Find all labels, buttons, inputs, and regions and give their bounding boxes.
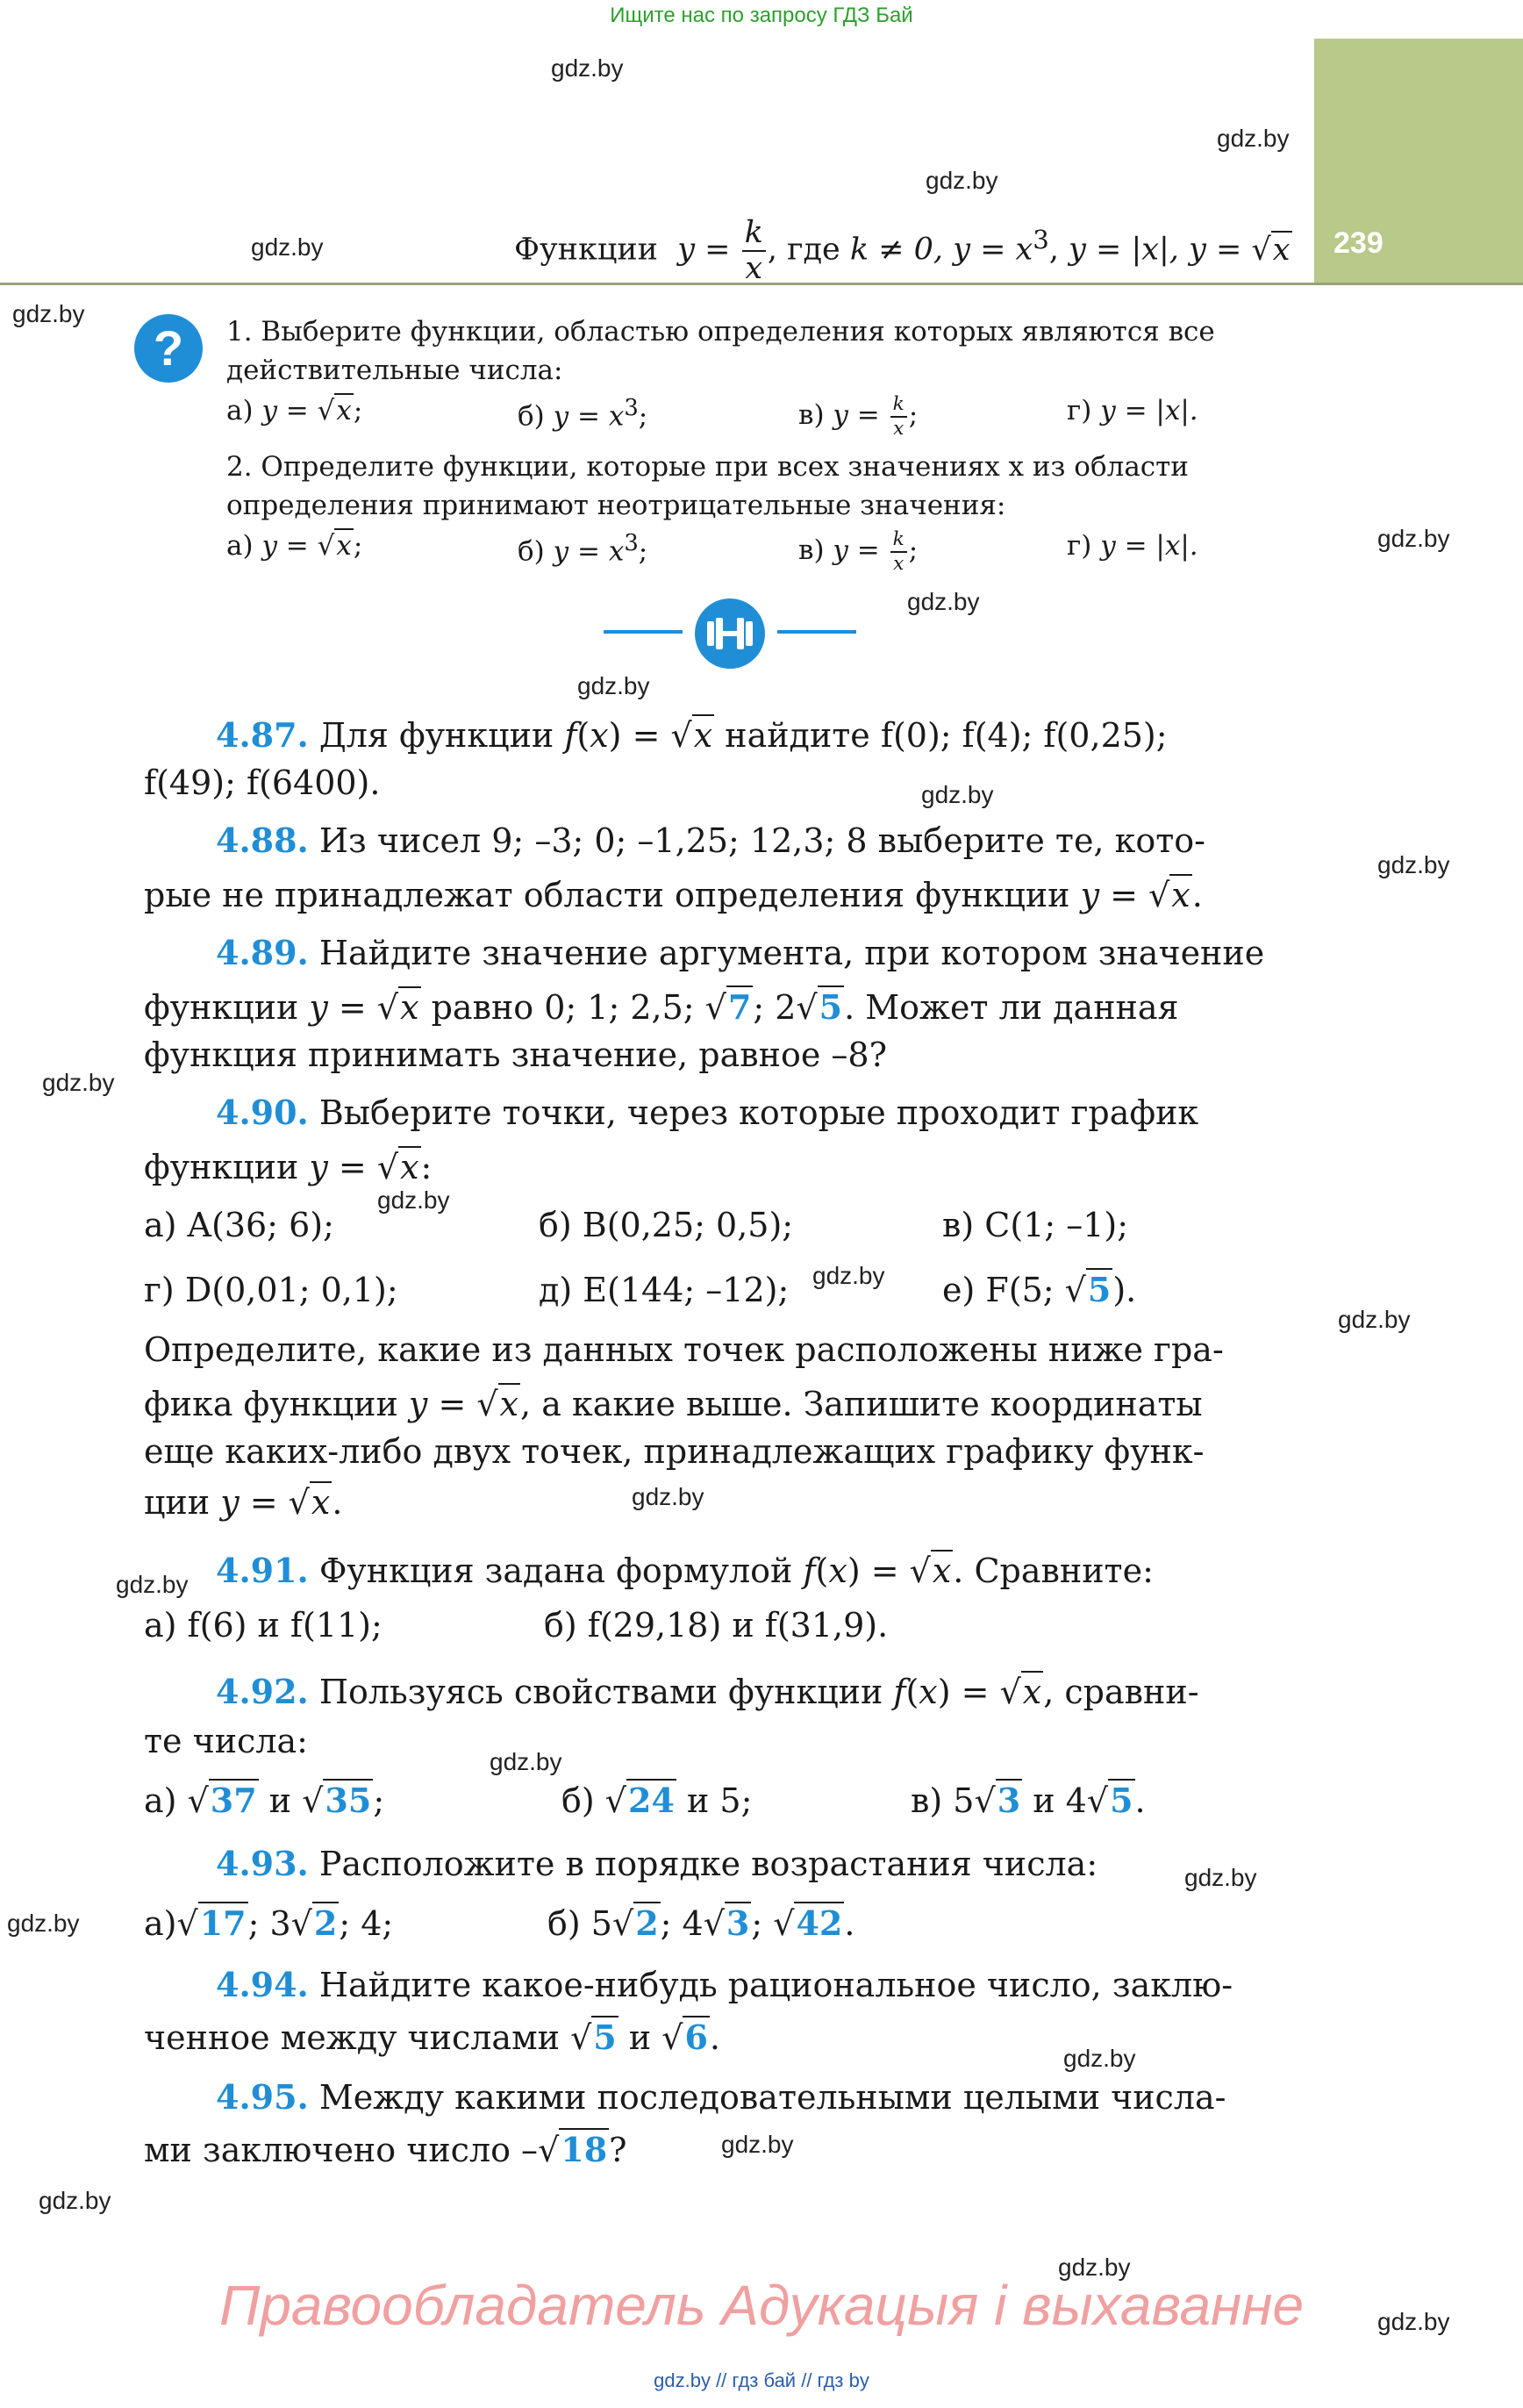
exercise-4-94: 4.94. Найдите какое-нибудь рациональное число, заклю- [216, 1965, 1233, 2004]
exercise-4-90: 4.90. Выберите точки, через которые проходит график [216, 1093, 1199, 1132]
exercise-4-93: 4.93. Расположите в порядке возрастания числа: [216, 1844, 1098, 1883]
exercise-4-90-v: в) C(1; –1); [942, 1206, 1129, 1244]
exercise-4-90-g: г) D(0,01; 0,1); [144, 1271, 398, 1309]
watermark: gdz.by [42, 1069, 115, 1096]
watermark: gdz.by [251, 233, 324, 261]
watermark: gdz.by [926, 167, 998, 194]
exercise-4-92: 4.92. Пользуясь свойствами функции f(x) = √x, сравни- [216, 1672, 1199, 1711]
exercise-4-94-cont: ченное между числами √5 и √6. [144, 2017, 720, 2057]
question-mark-icon: ? [134, 314, 203, 383]
watermark: gdz.by [551, 54, 624, 82]
exercise-4-95: 4.95. Между какими последовательными целыми числа- [216, 2077, 1226, 2117]
exercise-4-90-b: б) B(0,25; 0,5); [539, 1206, 794, 1244]
exercise-4-90-a: а) A(36; 6); [144, 1206, 334, 1244]
exercise-4-90-cont2: фика функции y = √x, а какие выше. Запишите координаты [144, 1385, 1203, 1423]
exercise-4-91: 4.91. Функция задана формулой f(x) = √x. Сравните: [216, 1551, 1154, 1590]
exercise-4-92-v: в) 5√3 и 4√5. [911, 1781, 1146, 1820]
watermark: gdz.by [1184, 1864, 1257, 1891]
watermark: gdz.by [1217, 125, 1290, 152]
watermark: gdz.by [1338, 1306, 1411, 1333]
watermark: gdz.by [632, 1483, 704, 1510]
q2-option-a: а) y = √x; [226, 530, 363, 562]
header-cube: y = x [953, 232, 1033, 268]
watermark: gdz.by [907, 588, 980, 615]
q1-option-v: в) y = $\frac{k}{x}$ ; [798, 393, 919, 440]
q2-option-v: в) y = $\frac{k}{x}$ ; [798, 528, 919, 575]
watermark: gdz.by [1377, 2308, 1450, 2335]
header-sqrt: y = [1189, 232, 1242, 268]
q2-option-b: б) $y = x^3$; [518, 530, 648, 568]
q1-option-g: г) y = |x|. [1067, 395, 1198, 426]
question-2: 2. Определите функции, которые при всех значениях x из области определения принимают неотрицательные значения: [226, 451, 1189, 521]
watermark: gdz.by [1063, 2045, 1136, 2072]
header-cond: k ≠ 0, [849, 232, 944, 268]
exercise-4-91-b: б) f(29,18) и f(31,9). [544, 1606, 889, 1645]
exercise-4-90-cont1: Определите, какие из данных точек расположены ниже гра- [144, 1330, 1224, 1369]
exercise-4-90-d: д) E(144; –12); [539, 1271, 790, 1309]
running-header: Функции y = $\frac{k}{x}$ , где k ≠ 0, $y = x^3$, y = |x|, y = √x [514, 215, 1291, 286]
exercise-4-90-func: функции y = √x: [144, 1148, 433, 1186]
exercise-4-87: 4.87. Для функции f(x) = √x найдите f(0); f(4); f(0,25); [216, 715, 1168, 755]
header-fraction: $\frac{k}{x}$ [742, 218, 766, 284]
exercise-4-88-cont: рые не принадлежат области определения функции y = √x. [144, 876, 1203, 914]
top-banner[interactable]: Ищите нас по запросу ГДЗ Бай [610, 4, 913, 27]
header-where: , где [767, 232, 840, 268]
watermark: gdz.by [377, 1186, 450, 1214]
exercise-4-90-cont4: ции y = √x. [144, 1483, 343, 1522]
exercise-4-92-cont: те числа: [144, 1722, 308, 1760]
q2-option-g: г) y = |x|. [1067, 530, 1198, 562]
exercise-4-90-cont3: еще каких-либо двух точек, принадлежащих графику функ- [144, 1432, 1205, 1471]
watermark: gdz.by [490, 1748, 562, 1775]
exercise-4-89-cont: функции y = √x равно 0; 1; 2,5; √7; 2√5. Может ли данная [144, 987, 1179, 1027]
bottom-banner[interactable]: gdz.by // гдз бай // гдз by [654, 2369, 869, 2391]
header-prefix: Функции [514, 232, 659, 268]
header-abs: y = |x|, [1069, 232, 1179, 268]
watermark: gdz.by [116, 1571, 189, 1598]
question-1: 1. Выберите функции, областью определения которых являются все действительные числа: [226, 316, 1215, 386]
exercise-4-88: 4.88. Из чисел 9; –3; 0; –1,25; 12,3; 8 выберите те, кото- [216, 821, 1205, 860]
exercise-4-92-a: а) √37 и √35; [144, 1781, 385, 1820]
watermark: gdz.by [1377, 851, 1450, 878]
exercise-4-89-cont2: функция принимать значение, равное –8? [144, 1036, 887, 1074]
divider-line-left [604, 630, 683, 634]
watermark: gdz.by [1058, 2254, 1131, 2281]
watermark: gdz.by [577, 672, 650, 699]
exercise-4-93-a: а)√17; 3√2; 4; [144, 1903, 394, 1943]
exercise-4-89: 4.89. Найдите значение аргумента, при котором значение [216, 933, 1265, 972]
exercise-4-93-b: б) 5√2; 4√3; √42. [547, 1903, 855, 1943]
copyright-watermark: Правообладатель Адукацыя і выхаванне [218, 2274, 1305, 2337]
watermark: gdz.by [721, 2131, 794, 2158]
watermark: gdz.by [12, 300, 85, 327]
exercise-4-95-cont: ми заключено число –√18? [144, 2130, 627, 2169]
exercise-4-90-e: е) F(5; √5). [942, 1270, 1137, 1309]
exercise-4-92-b: б) √24 и 5; [561, 1781, 753, 1820]
dumbbell-icon [695, 598, 765, 669]
watermark: gdz.by [1377, 525, 1450, 552]
q1-option-a: а) y = √x; [226, 395, 363, 426]
watermark: gdz.by [39, 2187, 111, 2214]
q1-option-b: б) $y = x^3$; [518, 395, 648, 433]
watermark: gdz.by [812, 1262, 885, 1289]
exercise-4-91-a: а) f(6) и f(11); [144, 1606, 383, 1645]
watermark: gdz.by [921, 781, 994, 808]
divider-line-right [777, 630, 856, 634]
exercise-4-87-cont: f(49); f(6400). [144, 763, 381, 802]
page-number: 239 [1334, 226, 1384, 260]
watermark: gdz.by [7, 1910, 80, 1937]
